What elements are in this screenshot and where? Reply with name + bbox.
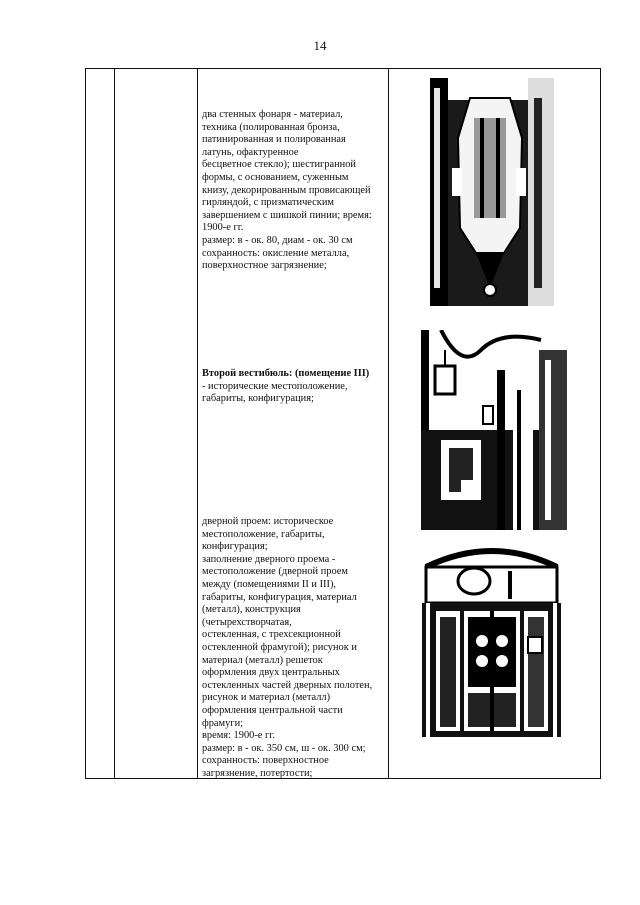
heritage-table xyxy=(85,68,601,779)
table-border-right xyxy=(600,69,601,778)
column-divider xyxy=(114,69,115,778)
vestibule-cell xyxy=(202,368,388,406)
column-divider xyxy=(388,69,389,778)
column-divider xyxy=(197,69,198,778)
vestibule-interior-photo xyxy=(421,330,567,530)
section-heading: Второй вестибюль: (помещение III) xyxy=(202,368,370,379)
vestibule-description: - исторические местоположение, габариты, конфигурация; xyxy=(202,380,348,405)
page-number: 14 xyxy=(313,38,327,53)
table-border-left xyxy=(85,69,86,778)
lantern-description: два стенных фонаря - материал, техника (полированная бронза, патинированная и полированная латунь, офактуренное бесцветное стекло); шестигранной формы, с основанием, суженным книзу, декорированным провисающей гирляндой, с призматическим завершением с шишкой пинии; время: 1900-е гг. размер: в - ок. 80, диам - ок. 30 см сохранность: окисление металла, поверхностное загрязнение; xyxy=(202,109,372,272)
doorway-photo xyxy=(422,541,561,737)
wall-lantern-photo xyxy=(430,78,554,306)
doorway-description: дверной проем: историческое местоположение, габариты, конфигурация; заполнение дверного проема - местоположение (дверной проем между (помещениями II и III), габариты, конфигурация, материал (металл), конструкция (четырехстворчатая, остекленная, с трехсекционной остекленной фрамугой); рисунок и материал (металл) решеток оформления двух центральных остекленных частей дверных полотен, рисунок и материал (металл) оформления центральной части фрамуги; время: 1900-е гг. размер: в - ок. 350 см, ш - ок. 300 см; сохранность: поверхностное загрязнение, потертости; xyxy=(202,516,373,779)
